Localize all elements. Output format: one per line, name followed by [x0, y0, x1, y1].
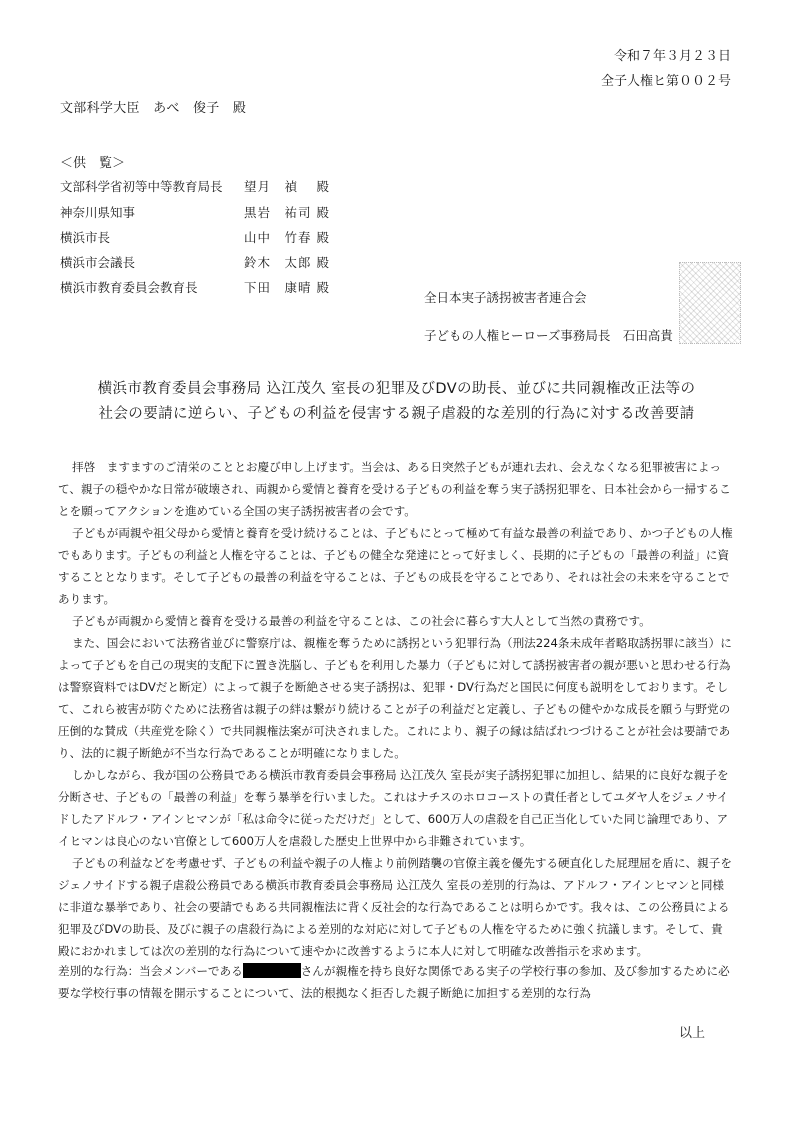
body-paragraph: 子どもの利益などを考慮せず、子どもの利益や親子の人権より前例踏襲の官僚主義を優先する硬直化した屁理屈を盾に、親子をジェノサイドする親子虐殺公務員である横浜市教育委員会事務局 込江茂久 室長の差別的行為は、アドルフ・アインヒマンと同様に非道な暴挙であり、社会の要請でもある共同親権法に背く反社会的な行為であることは明らかです。我々は、この公務員による犯罪及びDVの助長、及びに親子の虐殺行為による差別的な対応に対して子どもの人権を守るために強く抗議します。そして、貴殿におかれましては次の差別的な行為について速やかに改善するように本人に対して明確な改善指示を求めます。: [58, 856, 732, 958]
body-paragraph: また、国会において法務省並びに警察庁は、親権を奪うために誘拐という犯罪行為（刑法224条未成年者略取誘拐罪に該当）によって子どもを自己の現実的支配下に置き洗脳し、子どもを利用した暴力（子どもに対して誘拐被害者の親が悪いと思わせる行為は警察資料ではDVだと断定）によって親子を断絶させる実子誘拐は、犯罪・DV行為だと国民に何度も説明をしております。そして、これら被害が防ぐために法務省は親子の絆は繋がり続けることが子の利益だと定義し、子どもの健やかな成長を願う与野党の圧倒的な賛成（共産党を除く）で共同親権法案が可決されました。これにより、親子の縁は結ばれつづけることが社会は要請であり、法的に親子断絶が不当な行為であることが明確になりました。: [58, 636, 732, 760]
cc-org: 横浜市会議長: [60, 255, 136, 270]
cc-row: [60, 278, 360, 298]
cc-org: 神奈川県知事: [60, 205, 136, 220]
seal-stamp: [679, 262, 741, 344]
redacted-name: [243, 963, 301, 978]
cc-heading: ＜供 覧＞: [60, 156, 126, 171]
sender-name: 子どもの人権ヒーローズ事務局長 石田高貴: [424, 328, 673, 343]
body-paragraph: 子どもが両親や祖父母から愛情と養育を受け続けることは、子どもにとって極めて有益な最善の利益であり、かつ子どもの人権でもあります。子どもの利益と人権を守ることは、子どもの健全な発達にとって好ましく、長期的に子どもの「最善の利益」に資することとなります。そして子どもの最善の利益を守ることは、子どもの成長を守ることであり、それは社会の未来を守ることであります。: [58, 526, 733, 606]
letter-body: [58, 456, 734, 962]
addressee: 文部科学大臣 あべ 俊子 殿: [60, 101, 247, 116]
body-paragraph: しかしながら、我が国の公務員である横浜市教育委員会事務局 込江茂久 室長が実子誘拐犯罪に加担し、結果的に良好な親子を分断させ、子どもの「最善の利益」を奪う暴挙を行いました。これはナチスのホロコーストの責任者としてユダヤ人をジェノサイドしたアドルフ・アインヒマンが「私は命令に従っただけだ」として、600万人の虐殺を自己正当化していた同じ論理であり、アイヒマンは良心のない官僚として600万人を虐殺した歴史上世界中から非難されています。: [58, 768, 729, 848]
cc-row: [60, 177, 360, 197]
document-header: [601, 44, 731, 94]
cc-org: 文部科学省初等中等教育局長: [60, 179, 223, 194]
sender-organization: 全日本実子誘拐被害者連合会: [424, 290, 587, 305]
cc-name: 望月 禎 殿: [244, 179, 330, 194]
cc-name: 下田 康晴 殿: [244, 280, 330, 295]
body-paragraph: 拝啓 ますますのご清栄のこととお慶び申し上げます。当会は、ある日突然子どもが連れ去れ、会えなくなる犯罪被害によって、親子の穏やかな日常が破壊され、両親から愛情と養育を受ける子どもの利益を奪う実子誘拐犯罪を、日本社会から一掃することを願ってアクションを進めている全国の実子誘拐被害者の会です。: [58, 460, 731, 518]
cc-row: [60, 253, 360, 273]
document-title-line-2: 社会の要請に逆らい、子どもの利益を侵害する親子虐殺的な差別的行為に対する改善要請: [98, 406, 695, 422]
cc-row: [60, 228, 360, 248]
document-title-line-1: 横浜市教育委員会事務局 込江茂久 室長の犯罪及びDVの助長、並びに共同親権改正法等の: [97, 381, 696, 397]
cc-name: 鈴木 太郎 殿: [244, 255, 330, 270]
closing-mark: 以上: [678, 1026, 705, 1041]
document-date: 令和７年３月２３日: [613, 49, 731, 64]
cc-name: 山中 竹春 殿: [244, 230, 330, 245]
statement-suffix: さんが親権を持ち良好な関係である実子の学校行事の参加、及び参加するために必要な学校行事の情報を開示することについて、法的根拠なく拒否した親子断絶に加担する差別的な行為: [58, 964, 730, 1000]
document-number: 全子人権ヒ第００２号: [600, 74, 731, 89]
discriminatory-act-statement: [58, 960, 734, 1004]
cc-org: 横浜市長: [60, 230, 111, 245]
body-paragraph: 子どもが両親から愛情と養育を受ける最善の利益を守ることは、この社会に暮らす大人として当然の責務です。: [72, 614, 651, 628]
statement-prefix: 差別的な行為：当会メンバーである: [58, 964, 243, 978]
cc-row: [60, 203, 360, 223]
cc-org: 横浜市教育委員会教育長: [60, 280, 198, 295]
cc-name: 黒岩 祐司 殿: [244, 205, 330, 220]
